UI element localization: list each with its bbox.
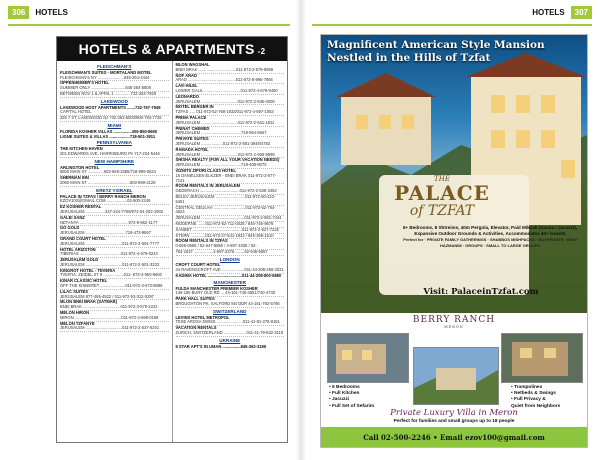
berry-ranch-location: MERON: [444, 325, 464, 329]
palace-tagline: Magnificent American Style Mansion Nestled in the Hills of Tzfat: [327, 39, 545, 64]
directory-section-heading: SWITZERLAND: [213, 308, 247, 314]
directory-listing-name: MOTEL BERGER IN: [175, 104, 214, 110]
directory-listing-detail: 2060 MAIN ST .....................................603-869-2128: [60, 181, 169, 187]
directory-listing-name: LEONARDO: [175, 93, 199, 99]
features-text: 5+ Bedrooms, 8 Shtreims, 40m Pergola, Elevator, Paid Mikvah (Sauna / Jacuzzi), Expansive Outdoor Grounds & Activities, Accommodates 40+ Guests: [402, 225, 578, 236]
directory-title-text: HOTELS & APARTMENTS: [78, 41, 255, 57]
berry-ranch-logo: [411, 315, 497, 329]
palace-hero: [321, 35, 587, 313]
logo-name: PALACE: [394, 181, 490, 205]
left-page-number: 306: [8, 6, 29, 19]
directory-listing-name: LILAC SUITES: [60, 288, 88, 294]
directory-listing-detail: ARAD ..........................................011-972-8-995-7856: [176, 78, 285, 84]
directory-listing-name: RAMADA HOTEL: [175, 146, 209, 152]
directory-listing-detail: FLEISCHMAN'S NY .......................845-254-4444: [60, 76, 169, 82]
directory-listing-detail: JERUSALEM ...................................718-564-6667: [176, 131, 285, 137]
logo-the: THE: [434, 175, 450, 183]
page-gutter: [296, 0, 306, 460]
directory-listing-detail: BETWEEN NOV 1 & APRIL 1 ..............732-363-7929: [60, 92, 169, 98]
directory-listing-detail: CENTRAL GEULAH ............................011-972-52-764-4624: [176, 206, 285, 217]
directory-listing-detail: BROUGHTON PK, SALFORD M4 DDR 44-161-792-5786: [176, 302, 285, 308]
directory-section-heading: UKRAINE: [219, 337, 241, 343]
directory-listing-name: MLON BNEI BRAK (SATMAR): [60, 299, 118, 305]
directory-listing-name: MLON WAGSHAL: [175, 62, 210, 67]
directory-listing-name: OPPENHEIMER'S HOTEL: [60, 80, 109, 86]
directory-listing-detail: 44 RAVENSCROFT AVE ....................011-44-208-458-3331: [175, 267, 284, 273]
directory-listing-detail: EZOV100@GMAIL.COM ..................02-500-2246: [60, 199, 169, 205]
villa-feature: • Jacuzzi: [329, 397, 350, 403]
directory-listing-name: LAVI HILEL: [175, 83, 198, 89]
directory-listing-name: VACATION RENTALS: [175, 325, 217, 331]
left-section-label: HOTELS: [35, 7, 68, 17]
directory-listing-name: PARK HALL SUITES: [175, 296, 215, 302]
directory-listing-name: 5 STAR APT'S IN UMAN ................845-362-3185: [175, 343, 267, 349]
directory-listing-detail: CAPITAL HOTEL: [60, 110, 169, 116]
directory-listing-detail: 16 DANIELSEN ELKZER - BNEI BRAK 011-972-3-677-7141: [176, 174, 285, 185]
directory-listing-detail: TVERYA, ZEIDEL ST 9 ..................011- 972-4-950-9600: [60, 273, 169, 279]
directory-listing-name: NOF ARAD: [175, 72, 197, 78]
mansion-illustration: [321, 35, 587, 313]
palace-logo: [387, 175, 497, 219]
directory-listing-name: MELON TZFANYE: [60, 320, 95, 326]
berry-ranch-section: [321, 313, 587, 447]
directory-listing-detail: JERUSALEM ...................011-972-2-581-3948/4783: [176, 142, 285, 148]
directory-listing-detail: JERUSALEM .................347-244-7768/972-54-202-1902: [60, 210, 169, 216]
villa-feature: Quiet from Neighbors: [511, 403, 561, 409]
directory-listing-detail: BELEV JERUSALEM ..........................011-972-50-410-5461: [176, 195, 285, 206]
directory-listing-name: FLEISCHMAN'S SUITES - MORTALAND MOTEL: [60, 69, 152, 75]
right-section-label: HOTELS: [532, 7, 565, 17]
directory-listing-detail: MIRON .........................................011-972-4-699-0188: [60, 316, 169, 322]
directory-listing-detail: JERUSALEM ...................................718-473-9867: [60, 231, 169, 237]
directory-section-heading: FLEISCHMAN'S: [97, 64, 132, 69]
directory-listing-name: MELON HIRON: [60, 310, 90, 316]
directory-section-heading: MANCHESTER: [213, 279, 246, 285]
hotel-directory: [56, 36, 288, 443]
left-page-header: [8, 0, 290, 26]
directory-listing-detail: ZURICH, SWITZERLAND ....................011-41-79-832-3118: [175, 330, 284, 336]
directory-listing-detail: SUMMER ONLY ..............................845-254-5808: [60, 86, 169, 92]
directory-listing-detail: LOWER GALIL ................................011-972-4-679-9450: [176, 89, 285, 95]
villa-photo-left: [327, 333, 409, 383]
directory-title: [57, 37, 287, 61]
directory-listing-name: ARLINGTON HOTEL: [60, 164, 100, 170]
directory-listing-name: HOTEL ARIZSTON: [60, 246, 96, 252]
directory-section-heading: LONDON: [219, 256, 240, 262]
directory-listing-detail: BNEI BRAK .................................011-972-3-579-2222: [60, 305, 169, 311]
villa-feature: • Trampolines: [511, 385, 543, 390]
directory-listing-name: KADIMA HOTEL ..............................011-44-208-800-5860: [175, 273, 282, 279]
directory-listing-detail: OFF THE KINNERET ......................011-972-4-673-8888: [60, 284, 169, 290]
directory-listing-name: GALEI SANZ: [60, 214, 85, 220]
directory-section-heading: MIAMI: [107, 122, 122, 128]
villa-features-right: [511, 385, 585, 410]
directory-title-suffix: -2: [257, 47, 266, 56]
directory-column-1: [57, 61, 172, 442]
directory-listing-detail: 325 7 ST, LAKEWOOD NJ 732-363-5000/908-783-7725: [60, 116, 169, 122]
features-perfect-for: Perfect for · PRIVATE FAMILY GATHERINGS · SHABBOS MISHPACHA · BUYPRIVATE · BEIN HAZMANIM · GROUPS · SMALL TO LARGE GROUPS: [403, 237, 577, 248]
palace-advertisement: [320, 34, 588, 448]
berry-ranch-name: BERRY RANCH: [412, 315, 496, 325]
directory-listing-detail: JERUSALEM ................................011-972-2-531-1811: [176, 121, 285, 127]
directory-listing-name: JERUSALEM GOLD: [60, 257, 99, 263]
right-page-number: 307: [571, 6, 592, 19]
directory-listing-name: PRIVATE SUITES: [175, 136, 209, 142]
contact-bar[interactable]: Call 02-500-2246 • Email ezov100@gmail.com: [321, 427, 587, 447]
directory-listing-name: ROOM RENTALS IN JERUSALEM: [175, 183, 241, 189]
directory-section-heading: NEW HAMPSHIRE: [94, 158, 135, 164]
directory-listing-detail: 5800 MAIN ST ..............603-669-3355/718-999-0624: [60, 170, 169, 176]
directory-listing-name: SHERMAN INN: [60, 175, 89, 181]
directory-listing-detail: MODERNE .......011-972-52-711-0028 / 845-746-9678: [176, 222, 285, 228]
villa-feature: • Netbeds & Swings: [511, 391, 556, 397]
villa-photo-right: [501, 333, 583, 383]
directory-listing-detail: 201 EDWARDS AVE, HARRISBURG PA 717-234-5446: [60, 152, 169, 158]
directory-listing-name: PRIMA PALACE: [175, 114, 207, 120]
villa-feature: • Full Privacy &: [511, 397, 546, 403]
directory-listing-name: FULDA MANCHESTER PREMIER KOSHER: [175, 285, 258, 291]
directory-listing-detail: TIBERIAS ....................................011-972-4-679-0244: [60, 252, 169, 258]
directory-listing-detail: 763-1537 .................4-697-2375 ........52-645-5857: [176, 250, 285, 256]
directory-listing-name: THE KITCHEN HAVEN: [60, 146, 103, 152]
directory-listing-name: KINGROT HOTEL - TEVERIA: [60, 267, 116, 273]
villa-headline: Private Luxury Villa in Meron: [390, 408, 518, 418]
villa-feature: • 5 Bedrooms: [329, 385, 360, 390]
directory-listing-name: SHISHA REALTY (FOR ALL YOUR VACATION NEEDS): [175, 157, 280, 163]
villa-feature: • Full Kitchen: [329, 391, 360, 397]
directory-listing-name: ROOM RENTALS IN TZFAS: [175, 238, 228, 244]
directory-listing-detail: TZFAS ..... 011-972-52-768-1933/011-972-4-697-1053: [176, 110, 285, 116]
directory-column-2: [172, 61, 288, 442]
directory-listing-detail: JERUSALEM ................................011-972-2-501-3333: [60, 263, 169, 269]
directory-listing-detail: JERUSALEM ................................011-972-2-591-7777: [60, 242, 169, 248]
directory-section-heading: LAKEWOOD: [100, 98, 128, 104]
directory-listing-detail: TESE AROSA SWISS .......................011-41-81-378-8181: [176, 320, 285, 326]
directory-listing-name: LIGNE SUITES & VILLAS ..................718-501-3911: [60, 133, 156, 139]
palace-features: [401, 225, 579, 249]
directory-listing-name: PNINAT CHEMED: [175, 125, 210, 131]
directory-listing-name: PALACE IN TZFAS / BERRY RANCH MERON: [60, 193, 146, 199]
directory-listing-name: CROFT COURT HOTEL: [175, 262, 221, 268]
directory-listing-detail: JERUSALEM ......................................011-972-2-581-7444: [176, 216, 285, 222]
directory-listing-detail: SANBET ...........................................011-972-2-527-7225: [176, 228, 285, 234]
directory-listing-detail: JERUSALEM ................................011-972-2-535-0000: [176, 100, 285, 106]
directory-listing-detail: JERUSALEM ................................011-972-2-659-9999: [176, 153, 285, 159]
directory-listing-detail: STERN .............011-972-27-541-1832 / 845-366-1510: [176, 234, 285, 240]
directory-listing-detail: JERUSALEM ...................................718-408-8070: [176, 163, 285, 169]
directory-section-heading: ERETZ YISRAEL: [96, 187, 133, 193]
directory-listing-name: GO GOLD: [60, 225, 80, 231]
directory-listing-name: FLORIDA KOSHER VILLAS ................305-850-8650: [60, 128, 158, 134]
directory-listing-detail: JERUSALEM 877-465-4522 / 011-972-53-312-0297: [60, 295, 169, 301]
directory-listing-detail: 0-666-0665 / 52-647-8855 / 4-697-1035 / 52-: [176, 244, 285, 250]
right-page-header: [312, 0, 592, 26]
directory-listing-name: LEVINS HOTEL METROPOL: [175, 314, 230, 320]
directory-listing-name: EZ KOSHER RENTAL: [60, 204, 102, 210]
directory-listing-name: GRAND COURT HOTEL: [60, 235, 106, 241]
directory-listing-name: LAKEWOOD HOST APARTMENTS .......732-767-7949: [60, 104, 161, 110]
directory-listing-detail: JERUSALEM ................................011-972-2-537-6201: [60, 326, 169, 332]
palace-website-link[interactable]: Visit: PalaceinTzfat.com: [423, 287, 539, 297]
directory-listing-name: VIZNITS ZIPORI CLASS HOTEL: [175, 167, 236, 173]
logo-subname: of TZFAT: [409, 203, 475, 219]
directory-listing-detail: NETANYA ...........................................972-9-862-1177: [60, 221, 169, 227]
directory-listing-detail: BNEI BRAK .................................011-972-3-579-9959: [176, 68, 285, 74]
directory-listing-detail: GEDERACH ...................................011-972-2-538-3462: [176, 189, 285, 195]
villa-photo-center: [413, 347, 499, 405]
villa-subheadline: Perfect for families and small groups up to 18 people: [393, 419, 515, 424]
villa-feature: • Full Set of Sefarim: [329, 403, 375, 409]
villa-features-left: [329, 385, 409, 410]
directory-section-heading: PENNSYLVANIA: [96, 140, 132, 146]
directory-listing-detail: 146-186 BURY OLD RD ... 44-161-740-4551/740-4740: [176, 291, 285, 297]
directory-listing-name: KINAR CLASSIC HOTEL: [60, 278, 108, 284]
